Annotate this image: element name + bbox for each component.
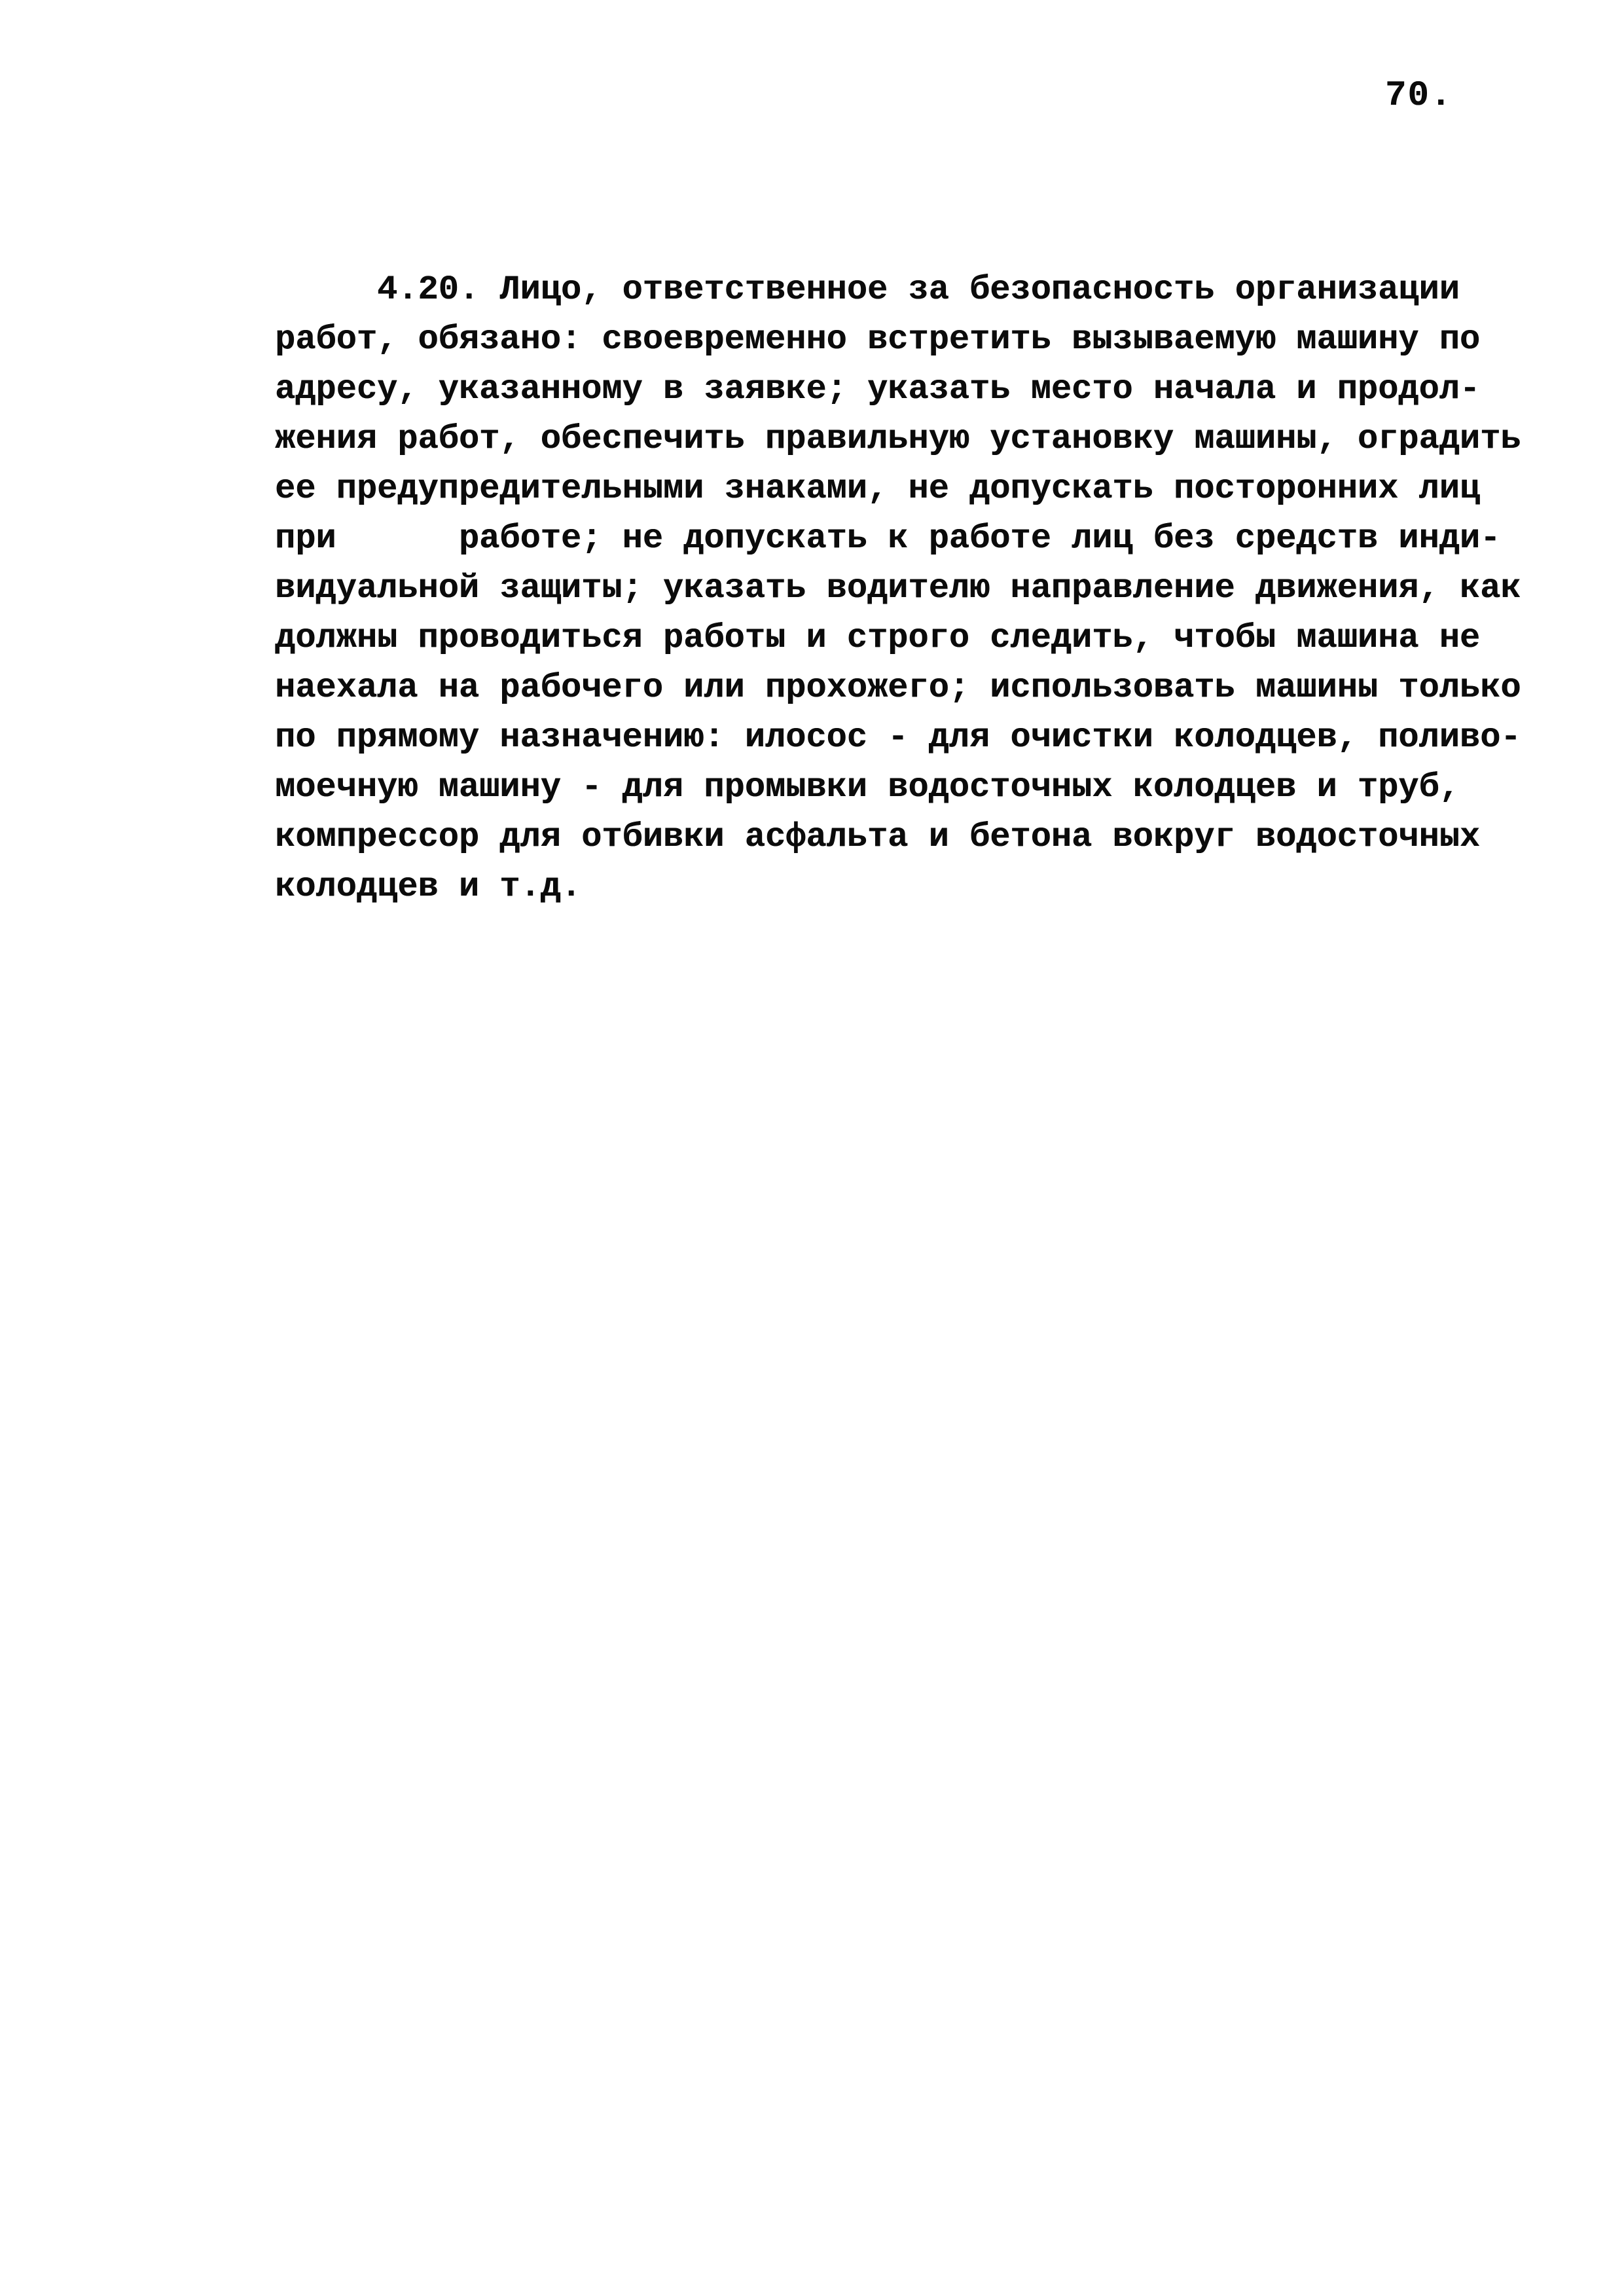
text-line: компрессор для отбивки асфальта и бетона вокруг водосточных <box>275 818 1481 856</box>
text-line: колодцев и т.д. <box>275 867 582 906</box>
text-line: жения работ, обеспечить правильную установку машины, оградить <box>275 420 1521 458</box>
text-line: работ, обязано: своевременно встретить вызываемую машину по <box>275 320 1481 359</box>
text-line: моечную машину - для промывки водосточных колодцев и труб, <box>275 768 1460 807</box>
text-line: ее предупредительными знаками, не допускать посторонних лиц <box>275 469 1481 508</box>
paragraph-4-20 <box>275 265 1521 912</box>
text-line: по прямому назначению: илосос - для очистки колодцев, поливо- <box>275 718 1521 757</box>
text-line: 4.20. Лицо, ответственное за безопасность организации <box>275 270 1460 309</box>
text-line: наехала на рабочего или прохожего; использовать машины только <box>275 668 1521 707</box>
text-line: видуальной защиты; указать водителю направление движения, как <box>275 569 1521 608</box>
text-line: должны проводиться работы и строго следить, чтобы машина не <box>275 619 1481 657</box>
text-line: при работе; не допускать к работе лиц без средств инди- <box>275 519 1501 558</box>
page-number: 70. <box>1385 76 1453 116</box>
text-line: адресу, указанному в заявке; указать место начала и продол- <box>275 370 1481 409</box>
